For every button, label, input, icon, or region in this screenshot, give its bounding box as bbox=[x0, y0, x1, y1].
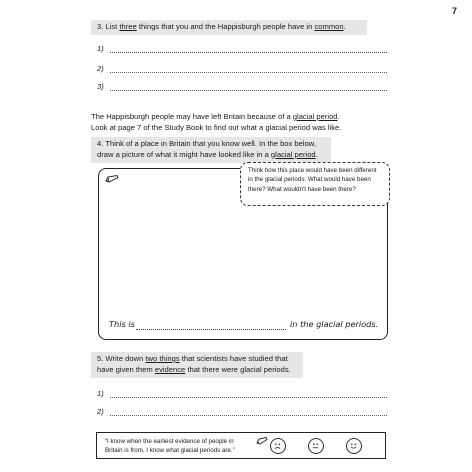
underlined-word: three bbox=[119, 22, 137, 31]
question-number: 4. bbox=[97, 139, 104, 148]
question-4-box bbox=[91, 137, 331, 163]
answer-line[interactable] bbox=[110, 90, 387, 91]
page-number: 7 bbox=[452, 6, 458, 16]
answer-line[interactable] bbox=[110, 415, 387, 416]
answer-label: 2) bbox=[97, 64, 104, 73]
question-text: that there were glacial periods. bbox=[185, 364, 291, 374]
intro-line-1 bbox=[91, 111, 391, 122]
drawing-caption-suffix: in the glacial periods. bbox=[290, 319, 379, 329]
question-5-line-1 bbox=[97, 354, 298, 365]
question-4-line-2 bbox=[97, 150, 326, 161]
pencil-icon bbox=[256, 437, 268, 445]
hint-line-2: in the glacial periods. What would have been bbox=[248, 176, 371, 184]
answer-line[interactable] bbox=[110, 52, 387, 53]
happy-face-icon[interactable] bbox=[346, 438, 362, 454]
worried-face-icon[interactable] bbox=[270, 438, 286, 454]
intro-text: . bbox=[337, 112, 340, 121]
self-assessment-box bbox=[96, 432, 386, 459]
answer-row-q5-2[interactable] bbox=[97, 407, 387, 419]
underlined-word: common bbox=[314, 22, 344, 31]
underlined-word: glacial period bbox=[270, 149, 316, 159]
answer-row-q3-2[interactable] bbox=[97, 64, 387, 76]
pencil-icon bbox=[105, 175, 119, 183]
quote-line-2: Britain is from. I know what glacial periods are.” bbox=[105, 446, 235, 454]
hint-line-3: there? What wouldn't have been there? bbox=[248, 185, 356, 193]
answer-row-q3-3[interactable] bbox=[97, 82, 387, 94]
drawing-caption-prefix: This is bbox=[109, 319, 135, 329]
question-3-box bbox=[91, 20, 367, 35]
question-number: 3. bbox=[97, 22, 104, 31]
intro-line-2: Look at page 7 of the Study Book to find out what a glacial period was like. bbox=[91, 123, 342, 132]
intro-text: The Happisburgh people may have left Britain because of a bbox=[91, 112, 293, 121]
answer-line[interactable] bbox=[110, 72, 387, 73]
question-text: things that you and the Happisburgh people have in bbox=[136, 22, 315, 31]
answer-row-q3-1[interactable] bbox=[97, 44, 387, 56]
intro-paragraph bbox=[91, 111, 391, 133]
answer-label: 3) bbox=[97, 82, 104, 91]
answer-line[interactable] bbox=[110, 397, 387, 398]
question-text: . bbox=[315, 149, 318, 159]
answer-label: 1) bbox=[97, 389, 104, 398]
question-text: that scientists have studied that bbox=[179, 354, 288, 363]
caption-answer-line[interactable] bbox=[136, 329, 286, 330]
hint-line-1: Think how this place would have been different bbox=[248, 167, 377, 174]
self-assessment-icons bbox=[256, 436, 380, 455]
question-text: draw a picture of what it might have looked like in a bbox=[97, 149, 271, 159]
question-text: Think of a place in Britain that you know well. In the box below, bbox=[105, 139, 316, 148]
hint-bubble bbox=[240, 162, 390, 206]
self-assessment-quote bbox=[105, 438, 235, 455]
question-5-box bbox=[91, 352, 303, 378]
answer-label: 1) bbox=[97, 44, 104, 53]
answer-label: 2) bbox=[97, 407, 104, 416]
underlined-word: two things bbox=[145, 354, 180, 363]
question-5-line-2 bbox=[97, 365, 298, 376]
question-text: List bbox=[105, 22, 120, 31]
neutral-face-icon[interactable] bbox=[308, 438, 324, 454]
question-text: . bbox=[343, 22, 346, 31]
question-number: 5. bbox=[97, 354, 104, 363]
question-text: have given them bbox=[97, 364, 155, 374]
answer-row-q5-1[interactable] bbox=[97, 389, 387, 401]
question-text: Write down bbox=[105, 354, 146, 363]
underlined-word: glacial period bbox=[292, 112, 338, 121]
quote-line-1: “I know when the earliest evidence of people in bbox=[105, 438, 234, 445]
underlined-word: evidence bbox=[154, 364, 186, 374]
question-4-line-1 bbox=[97, 139, 326, 150]
